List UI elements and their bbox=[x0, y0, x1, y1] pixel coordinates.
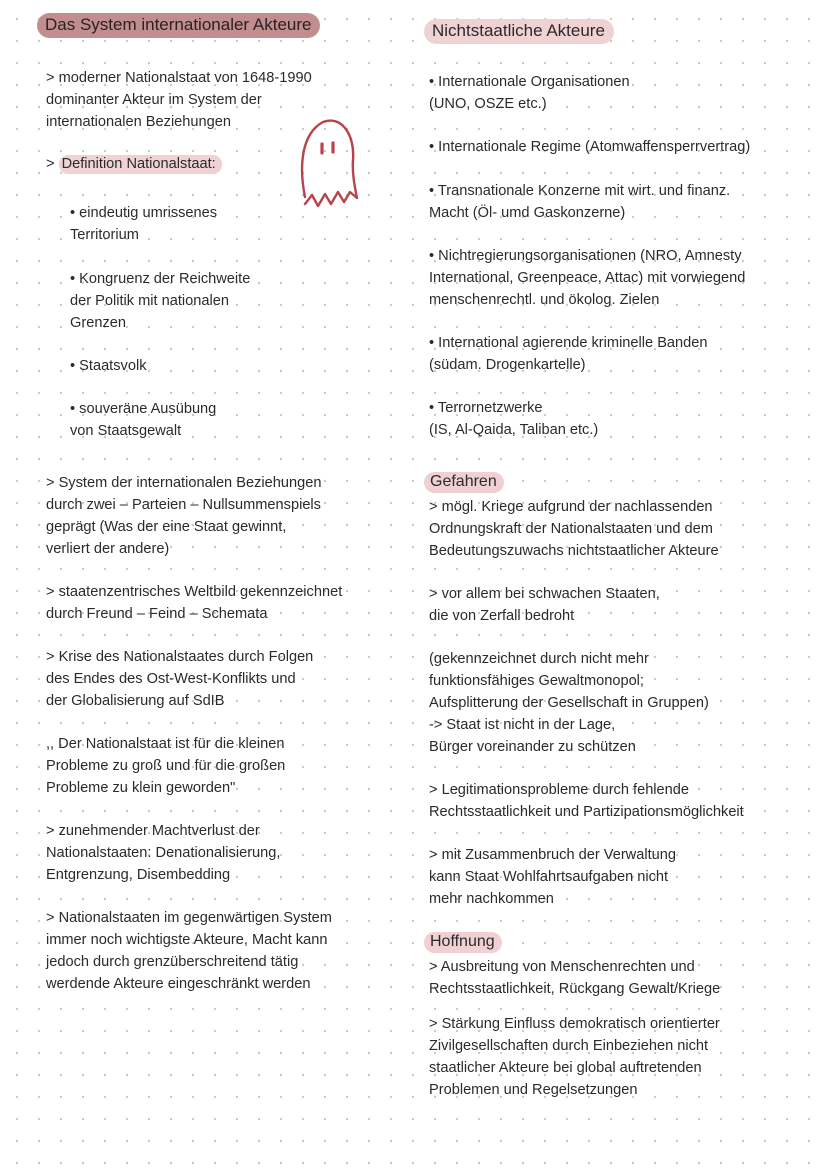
nonstate-actors-title: Nichtstaatliche Akteure bbox=[424, 19, 614, 44]
gefahren-paragraph-gewaltmonopol: (gekennzeichnet durch nicht mehr funktionsfähiges Gewaltmonopol; Aufsplitterung der Gesellschaft in Gruppen) -> Staat ist nicht in der Lage, Bürger voreinander zu schützen bbox=[429, 651, 709, 755]
ghost-icon bbox=[293, 112, 361, 212]
gefahren-paragraph-kriege: > mögl. Kriege aufgrund der nachlassenden Ordnungskraft der Nationalstaaten und dem Bedeutungszuwachs nichtstaatlicher Akteure bbox=[429, 499, 719, 559]
paragraph-weltbild: > staatenzentrisches Weltbild gekennzeichnet durch Freund – Feind – Schemata bbox=[46, 584, 343, 622]
hoffnung-paragraph-menschenrechte: > Ausbreitung von Menschenrechten und Rechtsstaatlichkeit, Rückgang Gewalt/Kriege bbox=[429, 959, 721, 997]
actor-item-terror: • Terrornetzwerke (IS, Al-Qaida, Taliban etc.) bbox=[429, 400, 599, 438]
definition-label: Definition Nationalstaat: bbox=[59, 155, 222, 174]
gefahren-paragraph-legitimation: > Legitimationsprobleme durch fehlende Rechtsstaatlichkeit und Partizipationsmöglichkeit bbox=[429, 782, 744, 820]
paragraph-gegenwart: > Nationalstaaten im gegenwärtigen System immer noch wichtigste Akteure, Macht kann jedoch durch grenzüberschreitend tätig werdende Akteure eingeschränkt werden bbox=[46, 910, 332, 992]
paragraph-machtverlust: > zunehmender Machtverlust der Nationalstaaten: Denationalisierung, Entgrenzung, Disembedding bbox=[46, 823, 281, 883]
paragraph-nationalstaat: > moderner Nationalstaat von 1648-1990 dominanter Akteur im System der internationalen Beziehungen bbox=[46, 70, 312, 130]
definition-prefix: > bbox=[46, 156, 59, 172]
definition-item-territorium: • eindeutig umrissenes Territorium bbox=[70, 205, 218, 243]
gefahren-paragraph-schwache-staaten: > vor allem bei schwachen Staaten, die von Zerfall bedroht bbox=[429, 586, 660, 624]
actor-item-banden: • International agierende kriminelle Banden (südam. Drogenkartelle) bbox=[429, 335, 708, 373]
hoffnung-heading: Hoffnung bbox=[424, 932, 502, 953]
definition-item-kongruenz: • Kongruenz der Reichweite der Politik mit nationalen Grenzen bbox=[70, 271, 251, 331]
hoffnung-paragraph-zivilgesellschaft: > Stärkung Einfluss demokratisch orientierter Zivilgesellschaften durch Einbeziehen nicht staatlicher Akteure bei global auftretenden Problemen und Regelsetzungen bbox=[429, 1016, 720, 1098]
gefahren-heading: Gefahren bbox=[424, 472, 504, 493]
main-title: Das System internationaler Akteure bbox=[37, 13, 320, 38]
paragraph-zitat: ,, Der Nationalstaat ist für die kleinen Probleme zu groß und für die großen Probleme zu klein geworden" bbox=[46, 736, 286, 796]
definition-item-staatsgewalt: • souveräne Ausübung von Staatsgewalt bbox=[70, 401, 217, 439]
actor-item-organisationen: • Internationale Organisationen (UNO, OSZE etc.) bbox=[429, 74, 630, 112]
definition-item-staatsvolk: • Staatsvolk bbox=[70, 358, 147, 374]
paragraph-krise: > Krise des Nationalstaates durch Folgen des Endes des Ost-West-Konflikts und der Globalisierung auf SdIB bbox=[46, 649, 314, 709]
actor-item-regime: • Internationale Regime (Atomwaffensperrvertrag) bbox=[429, 139, 751, 155]
actor-item-konzerne: • Transnationale Konzerne mit wirt. und finanz. Macht (Öl- umd Gaskonzerne) bbox=[429, 183, 731, 221]
paragraph-nullsummenspiel: > System der internationalen Beziehungen durch zwei – Parteien – Nullsummenspiels geprägt (Was der eine Staat gewinnt, verliert der andere) bbox=[46, 475, 322, 557]
actor-item-nro: • Nichtregierungsorganisationen (NRO, Amnesty International, Greenpeace, Attac) mit vorwiegend menschenrechtl. und ökolog. Zielen bbox=[429, 248, 746, 308]
gefahren-paragraph-verwaltung: > mit Zusammenbruch der Verwaltung kann Staat Wohlfahrtsaufgaben nicht mehr nachkommen bbox=[429, 847, 676, 907]
definition-heading bbox=[46, 153, 222, 175]
